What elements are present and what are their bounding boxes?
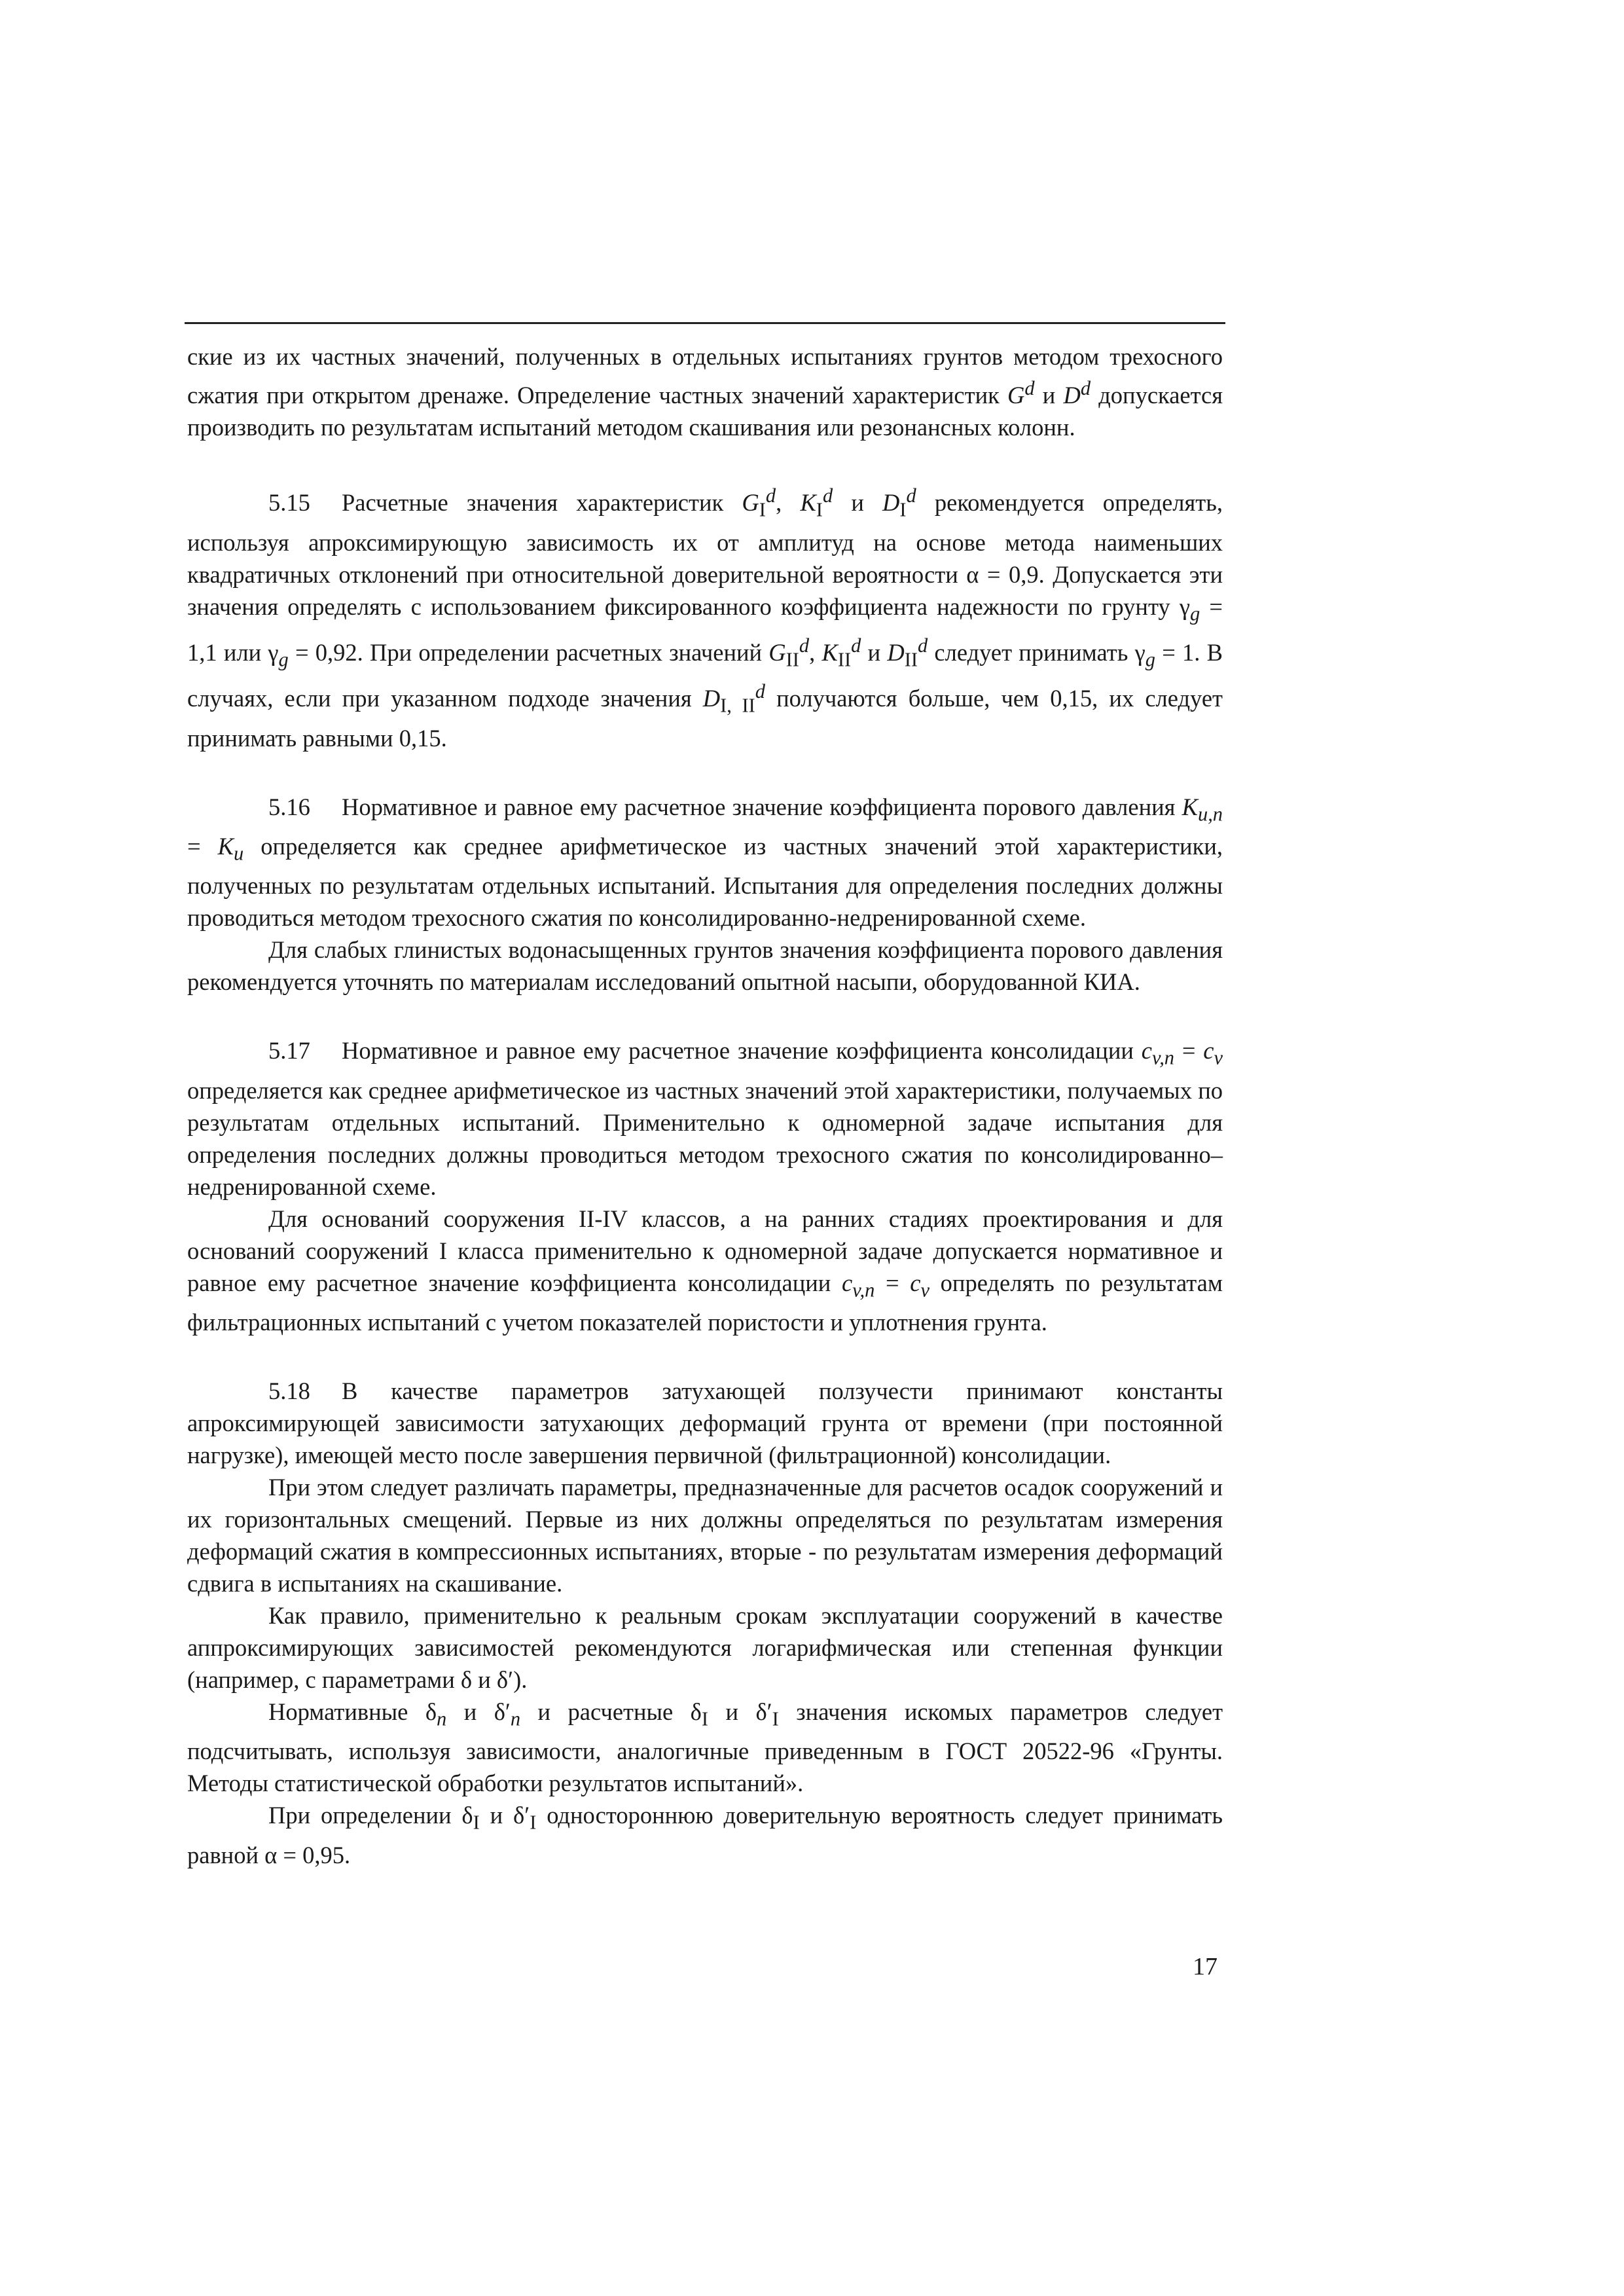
- paragraph-5-16: 5.16 Нормативное и равное ему расчетное значение коэффициента порового давления $K_{u,n} = K_u$ определяется как среднее арифметическое из частных значений этой характеристики, полученных по результатам отдельных испытаний. Испытания для определения последних должны проводиться методом трехосного сжатия по консолидированно-недренированной схеме.: [187, 791, 1223, 934]
- paragraph-5-18: [187, 1375, 1223, 1471]
- section-number: 5.17: [268, 1037, 310, 1065]
- paragraph-5-18-text: В качестве параметров затухающей ползучести принимают константы апроксимирующей зависимости затухающих деформаций грунта от времени (при постоянной нагрузке), имеющей место после завершения первичной (фильтрационной) консолидации.: [187, 1377, 1223, 1468]
- paragraph-5-18-d: Нормативные $\delta_n$ и $\delta'_n$ и расчетные $\delta_I$ и $\delta'_I$ значения искомых параметров следует подсчитывать, используя зависимости, аналогичные приведенным в ГОСТ 20522-96 «Грунты. Методы статистической обработки результатов испытаний».: [187, 1698, 1223, 1797]
- section-number: 5.18: [268, 1377, 310, 1404]
- paragraph-1: ские из их частных значений, полученных в отдельных испытаниях грунтов методом трехосного сжатия при открытом дренаже. Определение частных значений характеристик $G^d$ и $D^d$ допускается производить по результатам испытаний методом скашивания или резонансных колонн.: [187, 343, 1223, 441]
- paragraph-5-16-b: Для слабых глинистых водонасыщенных грунтов значения коэффициента порового давления рекомендуется уточнять по материалам исследований опытной насыпи, оборудованной КИА.: [187, 936, 1223, 996]
- paragraph-5-18-c: Как правило, применительно к реальным срокам эксплуатации сооружений в качестве аппроксимирующих зависимостей рекомендуются логарифмическая или степенная функции (например, с параметрами δ и δ′).: [187, 1602, 1223, 1693]
- header-rule: [185, 322, 1225, 324]
- paragraph-5-17: 5.17 Нормативное и равное ему расчетное значение коэффициента консолидации $c_{v,n} = c_v$ определяется как среднее арифметическое из частных значений этой характеристики, получаемых по результатам отдельных испытаний. Применительно к одномерной задаче испытания для определения последних должны проводиться методом трехосного сжатия по консолидированно–недренированной схеме.: [187, 1034, 1223, 1202]
- page-number: 17: [1193, 1953, 1218, 1980]
- paragraph-5-17-b: Для оснований сооружения II-IV классов, а на ранних стадиях проектирования и для оснований сооружений I класса применительно к одномерной задаче допускается нормативное и равное ему расчетное значение коэффициента консолидации $c_{v,n} = c_v$ определять по результатам фильтрационных испытаний с учетом показателей пористости и уплотнения грунта.: [187, 1205, 1223, 1336]
- section-number: 5.16: [268, 793, 310, 820]
- section-number: 5.15: [268, 489, 310, 517]
- body-text: [187, 340, 1223, 1871]
- paragraph-5-18-e: При определении $\delta_I$ и $\delta'_I$ одностороннюю доверительную вероятность следует принимать равной α = 0,95.: [187, 1802, 1223, 1868]
- paragraph-5-18-b: При этом следует различать параметры, предназначенные для расчетов осадок сооружений и их горизонтальных смещений. Первые из них должны определяться по результатам измерения деформаций сжатия в компрессионных испытаниях, вторые - по результатам измерения деформаций сдвига в испытаниях на скашивание.: [187, 1474, 1223, 1597]
- paragraph-5-15: 5.15 Расчетные значения характеристик $G_I^d$, $K_I^d$ и $D_I^d$ рекомендуется определять, используя апроксимирующую зависимость их от амплитуд на основе метода наименьших квадратичных отклонений при относительной доверительной вероятности α = 0,9. Допускается эти значения определять с использованием фиксированного коэффициента надежности по грунту $\gamma_g = 1,1$ или $\gamma_g = 0,92$. При определении расчетных значений $G_{II}^d$, $K_{II}^d$ и $D_{II}^d$ следует принимать $\gamma_g = 1$. В случаях, если при указанном подходе значения $D_{I, II}^d$ получаются больше, чем 0,15, их следует принимать равными 0,15.: [187, 484, 1223, 752]
